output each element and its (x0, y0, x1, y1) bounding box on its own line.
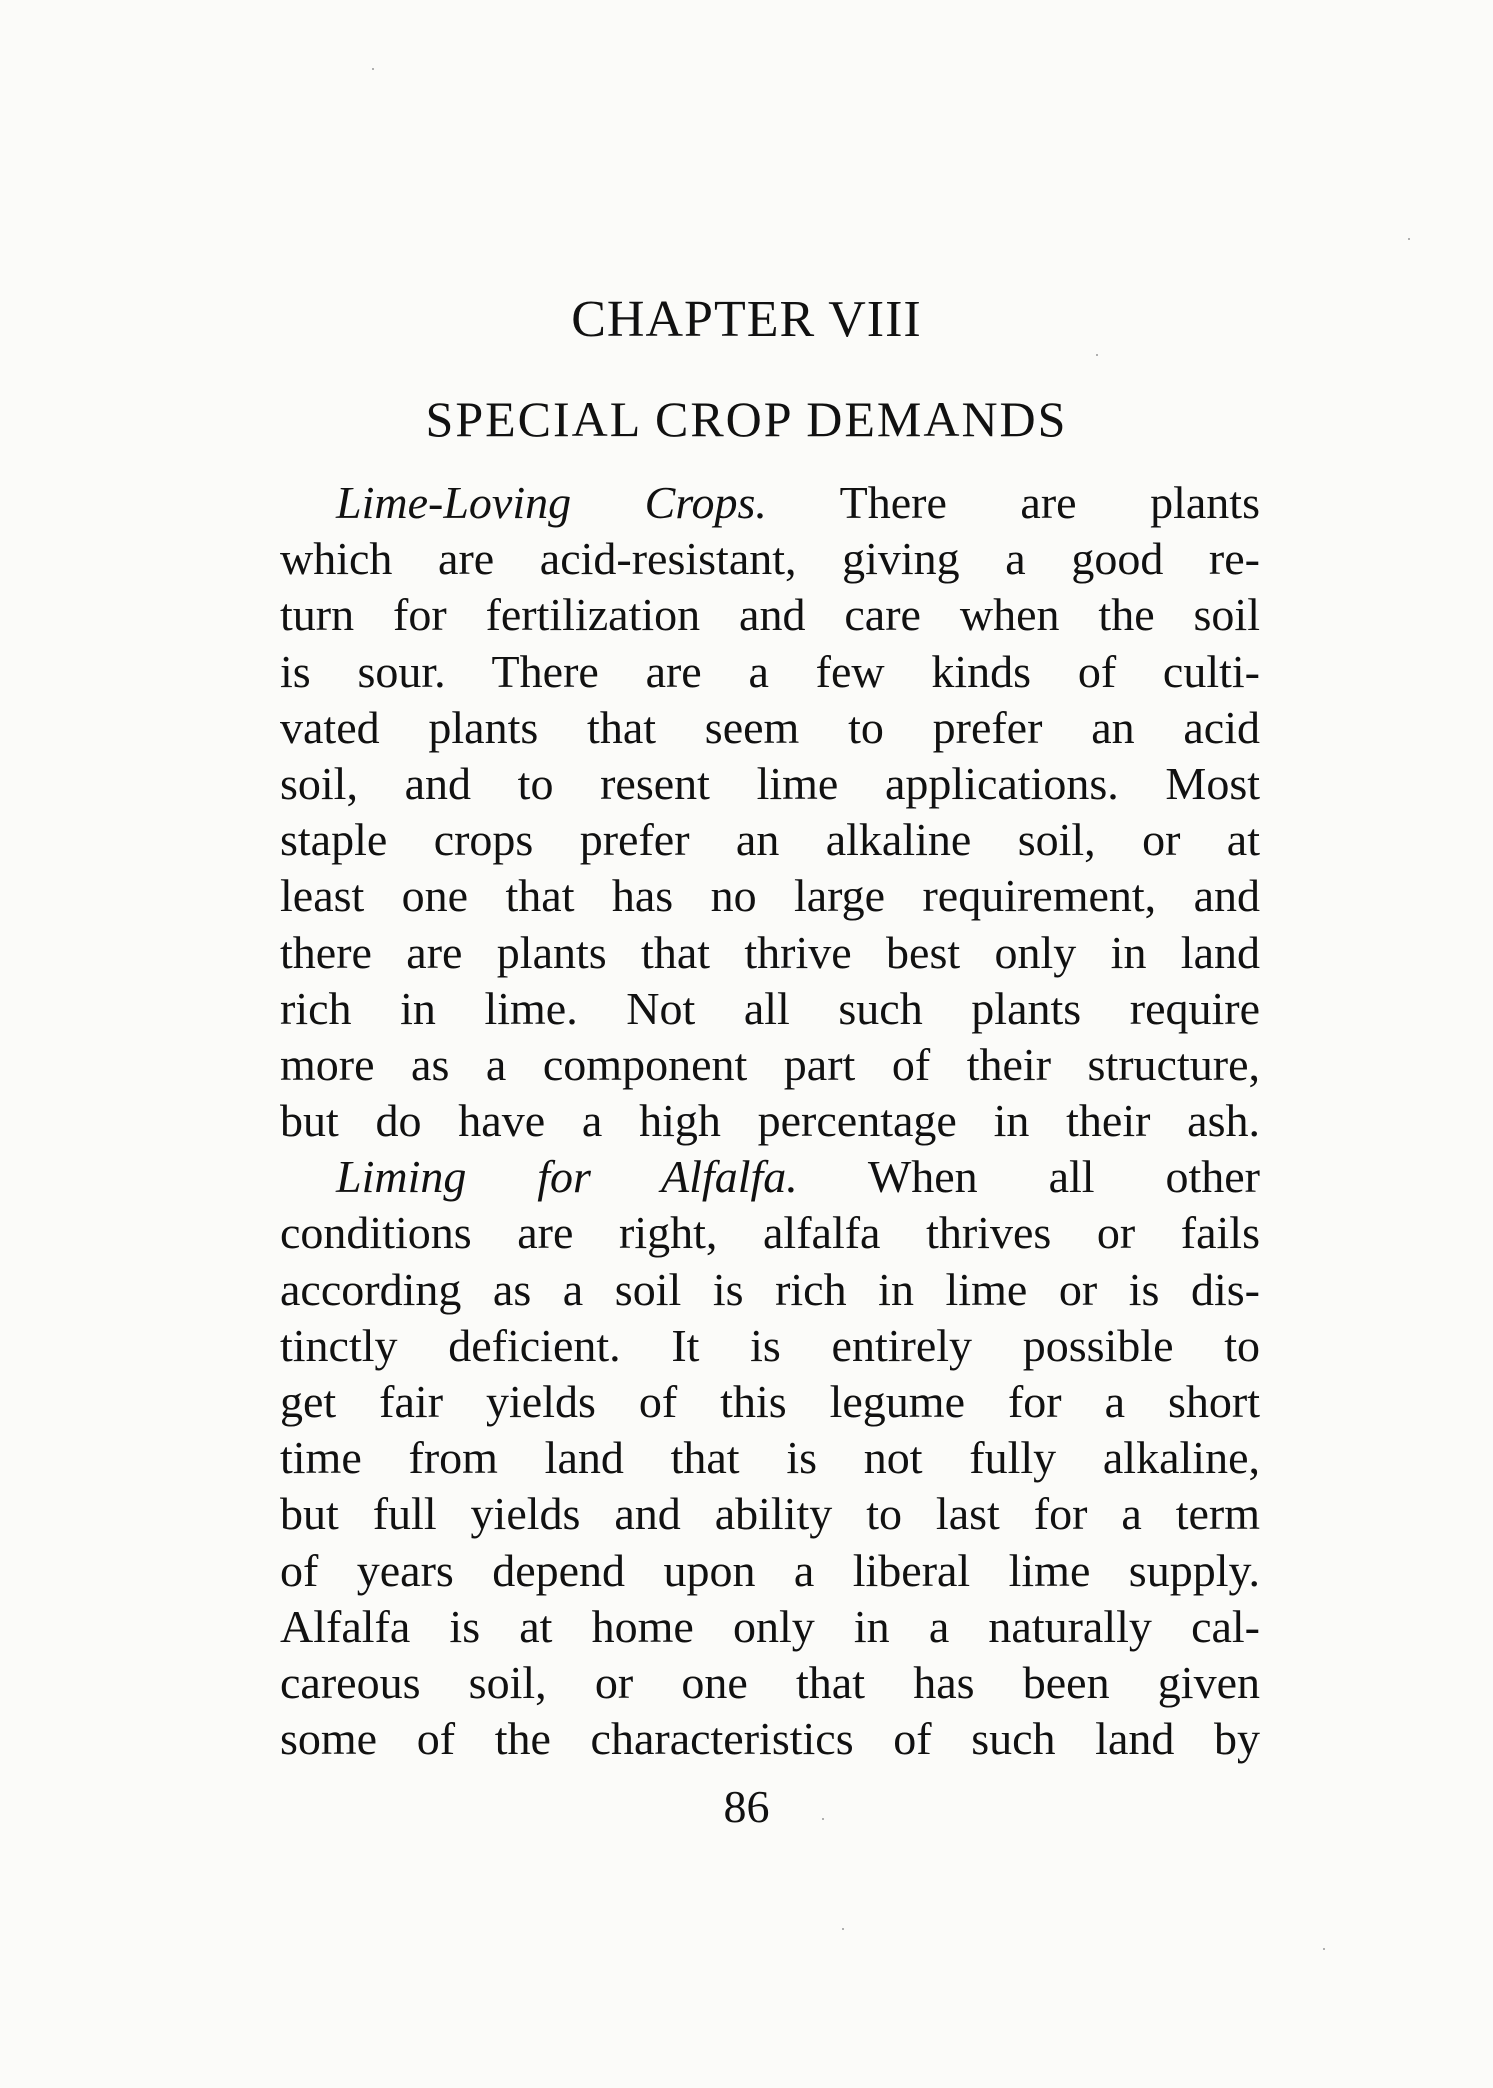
paragraph-2-line: tinctly deficient. It is entirely possible to (280, 1319, 1260, 1371)
paragraph-1-line-1-text: There are plants (766, 477, 1260, 528)
scan-speck (1323, 1948, 1325, 1950)
paragraph-2-heading: Liming for Alfalfa. (336, 1151, 798, 1203)
paragraph-1-line: soil, and to resent lime applications. Most (280, 757, 1260, 809)
paragraph-2-line: of years depend upon a liberal lime supply. (280, 1544, 1260, 1596)
scan-speck (822, 1818, 824, 1820)
paragraph-1-line: vated plants that seem to prefer an acid (280, 701, 1260, 753)
paragraph-1-line: staple crops prefer an alkaline soil, or at (280, 814, 1260, 866)
paragraph-2-line: Alfalfa is at home only in a naturally cal- (280, 1600, 1260, 1652)
paragraph-1-line: least one that has no large requirement, and (280, 870, 1260, 922)
body-text (280, 475, 1260, 1767)
chapter-number: CHAPTER VIII (571, 291, 922, 348)
paragraph-2-line: careous soil, or one that has been given (280, 1656, 1260, 1708)
scan-speck (842, 1928, 844, 1930)
paragraph-2-line: but full yields and ability to last for a term (280, 1488, 1260, 1540)
paragraph-1-line: there are plants that thrive best only in land (280, 926, 1260, 978)
paragraph-1-heading: Lime-Loving Crops. (336, 477, 767, 528)
paragraph-1-line: more as a component part of their structure, (280, 1038, 1260, 1090)
paragraph-1-line: which are acid-resistant, giving a good re- (280, 533, 1260, 585)
paragraph-2-line-1 (280, 1149, 1260, 1205)
page-number: 86 (723, 1781, 770, 1832)
paragraph-2-line: some of the characteristics of such land by (280, 1713, 1260, 1765)
paragraph-2-line: time from land that is not fully alkaline, (280, 1432, 1260, 1484)
scan-speck (372, 68, 374, 70)
paragraph-2-line: conditions are right, alfalfa thrives or fails (280, 1207, 1260, 1259)
scan-speck (1408, 238, 1410, 240)
scan-speck (1096, 354, 1098, 356)
paragraph-2-line: according as a soil is rich in lime or is dis- (280, 1263, 1260, 1315)
paragraph-1-line: is sour. There are a few kinds of culti- (280, 645, 1260, 697)
paragraph-1-line: rich in lime. Not all such plants require (280, 982, 1260, 1034)
paragraph-2-line-1-text: When all other (797, 1151, 1260, 1203)
paragraph-2-line: get fair yields of this legume for a short (280, 1376, 1260, 1427)
paragraph-1-line-1 (280, 475, 1260, 531)
paragraph-1-line: but do have a high percentage in their ash. (280, 1095, 1260, 1147)
paragraph-1-line: turn for fertilization and care when the soil (280, 589, 1260, 641)
chapter-title: SPECIAL CROP DEMANDS (425, 391, 1068, 447)
